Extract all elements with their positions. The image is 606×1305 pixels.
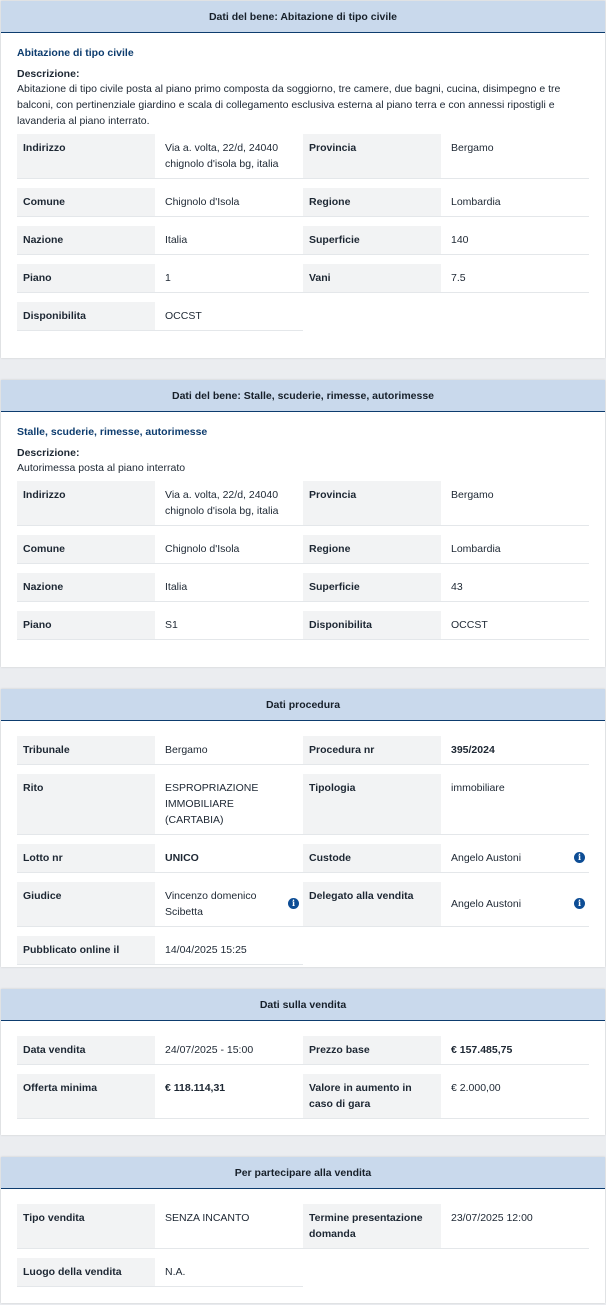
field-value: Italia: [165, 581, 188, 593]
field-label: Comune: [17, 188, 155, 216]
field-pubblicato-online: [17, 936, 303, 965]
field-disponibilita: [17, 302, 303, 331]
field-value-wrap: [441, 844, 589, 872]
field-value: SENZA INCANTO: [165, 1212, 250, 1224]
field-value: Vincenzo domenico Scibetta: [165, 890, 257, 918]
field-label: Giudice: [17, 882, 155, 926]
field-value: 14/04/2025 15:25: [165, 944, 247, 956]
field-label: Data vendita: [17, 1036, 155, 1064]
field-grid: [17, 1036, 589, 1128]
field-value: 140: [451, 234, 469, 246]
field-label: Lotto nr: [17, 844, 155, 872]
field-label: Disponibilita: [17, 302, 155, 330]
field-superficie: [303, 573, 589, 602]
field-label: Vani: [303, 264, 441, 292]
field-label: Termine presentazione domanda: [303, 1204, 441, 1248]
field-label: Regione: [303, 188, 441, 216]
card-body: [1, 1189, 605, 1304]
field-piano: [17, 264, 303, 293]
field-delegato: [303, 882, 589, 927]
field-value: Chignolo d'Isola: [165, 543, 240, 555]
card-header: Dati sulla vendita: [1, 989, 605, 1021]
field-value: OCCST: [451, 619, 488, 631]
field-grid: [17, 736, 589, 974]
info-icon[interactable]: i: [288, 898, 299, 909]
field-grid: [17, 134, 589, 340]
field-value: N.A.: [165, 1266, 186, 1278]
card-header: Per partecipare alla vendita: [1, 1157, 605, 1189]
field-label: Offerta minima: [17, 1074, 155, 1118]
field-disponibilita: [303, 611, 589, 640]
field-label: Luogo della vendita: [17, 1258, 155, 1286]
field-rito: [17, 774, 303, 835]
field-value-wrap: [155, 882, 303, 926]
field-label: Rito: [17, 774, 155, 834]
field-piano: [17, 611, 303, 640]
field-label: Disponibilita: [303, 611, 441, 639]
card-header: Dati del bene: Stalle, scuderie, rimesse, autorimesse: [1, 380, 605, 412]
field-value: UNICO: [165, 852, 199, 864]
description-label: Descrizione:: [17, 447, 80, 459]
field-label: Pubblicato online il: [17, 936, 155, 964]
field-label: Piano: [17, 264, 155, 292]
description-label: Descrizione:: [17, 68, 80, 80]
field-label: Indirizzo: [17, 134, 155, 178]
field-value: 7.5: [451, 272, 466, 284]
card-body: [1, 412, 605, 657]
card-header: Dati del bene: Abitazione di tipo civile: [1, 1, 605, 33]
card-partecipare-vendita: [1, 1157, 605, 1303]
field-value: Bergamo: [165, 744, 208, 756]
info-icon[interactable]: i: [574, 898, 585, 909]
field-superficie: [303, 226, 589, 255]
field-grid: [17, 481, 589, 649]
field-label: Provincia: [303, 134, 441, 178]
bene-subtitle: Abitazione di tipo civile: [17, 47, 134, 59]
field-value: immobiliare: [451, 782, 505, 794]
field-value-wrap: [441, 882, 589, 926]
field-value: OCCST: [165, 310, 202, 322]
card-dati-vendita: [1, 989, 605, 1135]
field-label: Superficie: [303, 573, 441, 601]
field-label: Procedura nr: [303, 736, 441, 764]
field-label: Tipo vendita: [17, 1204, 155, 1248]
field-termine-presentazione: [303, 1204, 589, 1249]
card-bene-autorimessa: [1, 380, 605, 667]
field-nazione: [17, 226, 303, 255]
field-provincia: [303, 134, 589, 179]
card-body: [1, 33, 605, 348]
field-offerta-minima: [17, 1074, 303, 1119]
field-value: S1: [165, 619, 178, 631]
field-comune: [17, 535, 303, 564]
field-value: ESPROPRIAZIONE IMMOBILIARE (CARTABIA): [165, 782, 259, 826]
field-procedura-nr: [303, 736, 589, 765]
field-giudice: [17, 882, 303, 927]
field-tipo-vendita: [17, 1204, 303, 1249]
field-data-vendita: [17, 1036, 303, 1065]
description-text: Autorimessa posta al piano interrato: [17, 462, 186, 474]
field-label: Tipologia: [303, 774, 441, 834]
field-value: 24/07/2025 - 15:00: [165, 1044, 254, 1056]
field-value: 395/2024: [451, 744, 495, 756]
field-value: € 157.485,75: [451, 1044, 513, 1056]
field-value: Chignolo d'Isola: [165, 196, 240, 208]
bene-subtitle: Stalle, scuderie, rimesse, autorimesse: [17, 426, 208, 438]
field-label: Nazione: [17, 226, 155, 254]
field-custode: [303, 844, 589, 873]
card-body: [1, 1021, 605, 1136]
card-header: Dati procedura: [1, 689, 605, 721]
field-regione: [303, 188, 589, 217]
field-lotto-nr: [17, 844, 303, 873]
field-value: Via a. volta, 22/d, 24040 chignolo d'isola bg, italia: [165, 489, 279, 517]
field-value: Italia: [165, 234, 188, 246]
field-label: Prezzo base: [303, 1036, 441, 1064]
field-label: Provincia: [303, 481, 441, 525]
field-label: Indirizzo: [17, 481, 155, 525]
field-tipologia: [303, 774, 589, 835]
field-indirizzo: [17, 134, 303, 179]
field-prezzo-base: [303, 1036, 589, 1065]
field-label: Superficie: [303, 226, 441, 254]
field-indirizzo: [17, 481, 303, 526]
field-label: Valore in aumento in caso di gara: [303, 1074, 441, 1118]
field-value: 1: [165, 272, 171, 284]
field-value: Angelo Austoni: [451, 852, 522, 864]
field-value: € 118.114,31: [165, 1082, 226, 1094]
field-nazione: [17, 573, 303, 602]
field-value: Bergamo: [451, 489, 494, 501]
field-label: Piano: [17, 611, 155, 639]
card-bene-abitazione: [1, 1, 605, 358]
field-regione: [303, 535, 589, 564]
field-value: Angelo Austoni: [451, 898, 522, 910]
card-body: [1, 721, 605, 982]
field-provincia: [303, 481, 589, 526]
card-dati-procedura: [1, 689, 605, 967]
field-value: 43: [451, 581, 463, 593]
field-value: 23/07/2025 12:00: [451, 1212, 533, 1224]
field-label: Regione: [303, 535, 441, 563]
field-label: Nazione: [17, 573, 155, 601]
field-value: Lombardia: [451, 196, 501, 208]
field-label: Delegato alla vendita: [303, 882, 441, 926]
field-value: Bergamo: [451, 142, 494, 154]
field-luogo-vendita: [17, 1258, 303, 1287]
field-valore-aumento: [303, 1074, 589, 1119]
field-comune: [17, 188, 303, 217]
field-value: Lombardia: [451, 543, 501, 555]
field-grid: [17, 1204, 589, 1296]
field-value: € 2.000,00: [451, 1082, 501, 1094]
info-icon[interactable]: i: [574, 852, 585, 863]
field-label: Comune: [17, 535, 155, 563]
field-label: Custode: [303, 844, 441, 872]
field-vani: [303, 264, 589, 293]
field-tribunale: [17, 736, 303, 765]
description-text: Abitazione di tipo civile posta al piano primo composta da soggiorno, tre camere, due bagni, cucina, disimpegno e tre balconi, con pertinenziale giardino e scala di collegamento esclusiva esterna al piano terra e con annessi ripostigli e lavanderia al piano interrato.: [17, 83, 561, 127]
field-value: Via a. volta, 22/d, 24040 chignolo d'isola bg, italia: [165, 142, 279, 170]
field-label: Tribunale: [17, 736, 155, 764]
